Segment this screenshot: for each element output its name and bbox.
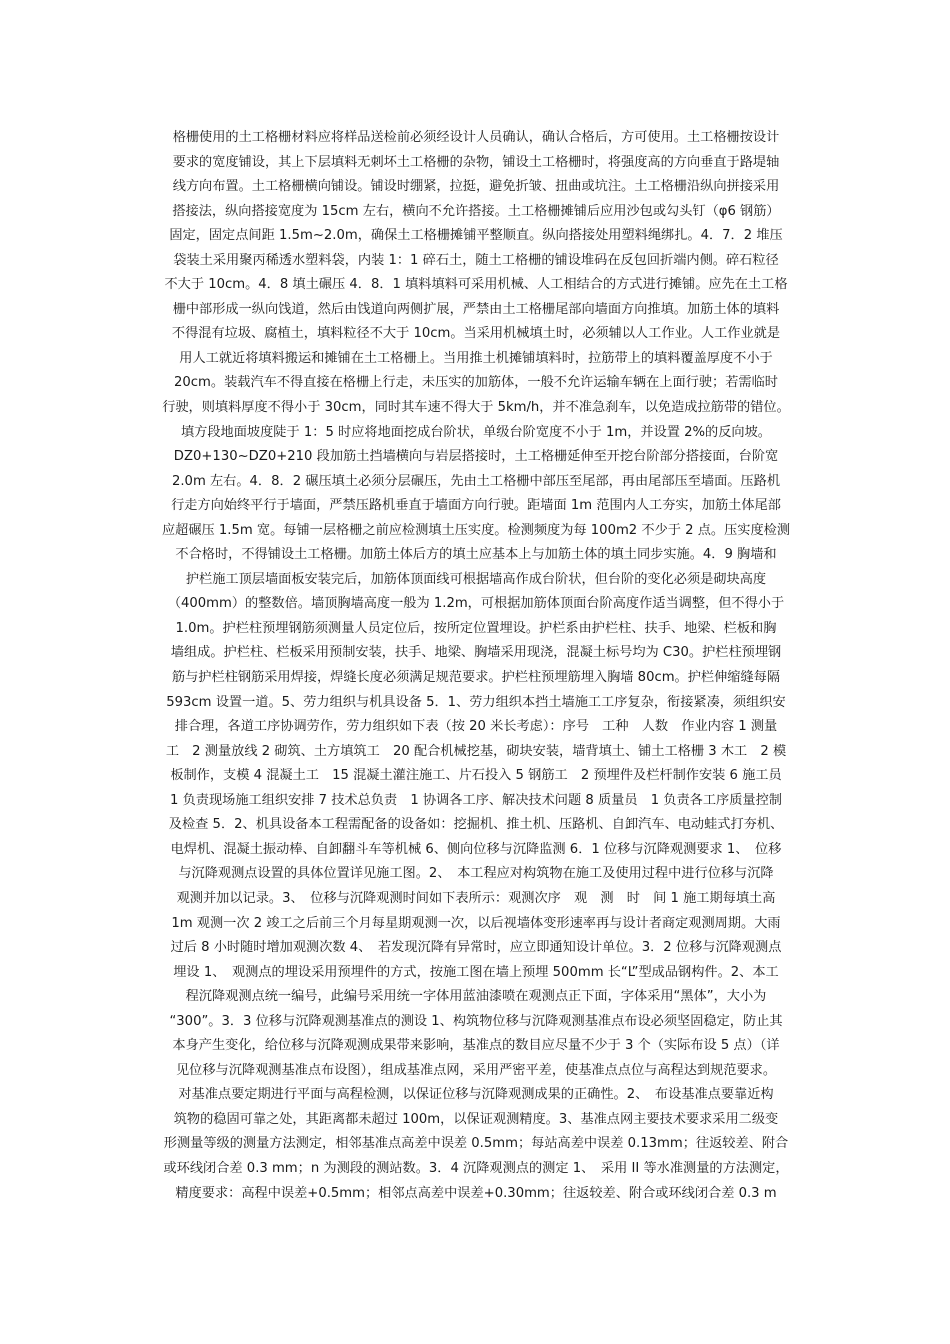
text-line: 2.0m 左右。4．8．2 碾压填土必须分层碾压，先由土工格栅中部压至尾部，再由尾部压至墙面。压路机 (171, 473, 781, 489)
text-line: 线方向布置。土工格栅横向铺设。铺设时绷紧，拉挺，避免折皱、扭曲或坑注。土工格栅沿纵向拼接采用 (172, 179, 780, 195)
text-line: 1 负责现场施工组织安排 7 技术总负责 1 协调各工序、解决技术问题 8 质量员 1 负责各工序质量控制 (170, 792, 782, 808)
text-line: 20cm。装载汽车不得直接在格栅上行走，未压实的加筋体，一般不允许运输车辆在上面行驶；若需临时 (174, 375, 778, 391)
text-line: 墙组成。护栏柱、栏板采用预制安装，扶手、地梁、胸墙采用现浇，混凝土标号均为 C30。护栏柱预埋钢 (170, 645, 782, 661)
text-line: 排合理，各道工序协调劳作，劳力组织如下表（按 20 米长考虑）：序号 工种 人数 作业内容 1 测量 (174, 719, 778, 735)
text-line: 工 2 测量放线 2 砌筑、土方填筑工 20 配合机械挖基，砌块安装，墙背填土、铺土工格栅 3 木工 2 模 (165, 743, 787, 759)
text-line: 用人工就近将填料搬运和摊铺在土工格栅上。当用推土机摊铺填料时，拉筋带上的填料覆盖厚度不小于 (179, 350, 773, 366)
text-line: 行走方向始终平行于墙面，严禁压路机垂直于墙面方向行驶。距墙面 1m 范围内人工夯实，加筋土体尾部 (171, 498, 781, 514)
text-line: 护栏施工顶层墙面板安装完后，加筋体顶面线可根据墙高作成台阶状，但台阶的变化必须是砌块高度 (185, 571, 767, 587)
text-line: 袋装土采用聚丙稀透水塑料袋，内装 1：1 碎石土，随土工格栅的铺设堆码在反包回折端内侧。碎石粒径 (173, 252, 779, 268)
text-line: 见位移与沉降观测基准点布设图），组成基准点网，采用严密平差，使基准点点位与高程达到规范要求。 (175, 1062, 777, 1078)
text-line: 或环线闭合差 0.3 mm；n 为测段的测站数。3．4 沉降观测点的测定 1、 采用 II 等水准测量的方法测定， (163, 1160, 789, 1176)
text-line: 电焊机、混凝土振动棒、自卸翻斗车等机械 6、侧向位移与沉降监测 6．1 位移与沉降观测要求 1、 位移 (170, 841, 782, 857)
text-line: 1.0m。护栏柱预埋钢筋须测量人员定位后，按所定位置埋设。护栏系由护栏柱、扶手、地梁、栏板和胸 (175, 620, 777, 636)
text-line: 填方段地面坡度陡于 1：5 时应将地面挖成台阶状，单级台阶宽度不小于 1m，并设置 2%的反向坡。 (180, 424, 771, 440)
text-line: 程沉降观测点统一编号，此编号采用统一字体用蓝油漆喷在观测点正下面，字体采用“黑体”，大小为 (185, 989, 767, 1005)
text-line: 593cm 设置一道。5、劳力组织与机具设备 5．1、劳力组织本挡土墙施工工序复杂，衔接紧凑，须组织安 (166, 694, 786, 710)
text-line: 及检查 5．2、机具设备本工程需配备的设备如：挖掘机、推土机、压路机、自卸汽车、电动蛙式打夯机、 (168, 817, 784, 833)
text-line: 应超碾压 1.5m 宽。每铺一层格栅之前应检测填土压实度。检测频度为每 100m2 不少于 2 点。压实度检测 (161, 522, 791, 538)
text-line: 精度要求：高程中误差+0.5mm；相邻点高差中误差+0.30mm；往返较差、附合或环线闭合差 0.3 m (175, 1185, 777, 1201)
text-line: （400mm）的整数倍。墙顶胸墙高度一般为 1.2m，可根据加筋体顶面台阶高度作适当调整，但不得小于 (167, 596, 785, 612)
text-line: 观测并加以记录。3、 位移与沉降观测时间如下表所示：观测次序 观 测 时 间 1 施工期每填土高 (176, 890, 776, 906)
text-line: 搭接法，纵向搭接宽度为 15cm 左右，横向不允许搭接。土工格栅摊铺后应用沙包或勾头钉（φ6 钢筋） (172, 203, 780, 219)
text-line: 栅中部形成一纵向饯道，然后由饯道向两侧扩展，严禁由土工格栅尾部向墙面方向推填。加筋土体的填料 (172, 301, 780, 317)
document-body-text (143, 126, 809, 1206)
text-line: 行驶，则填料厚度不得小于 30cm，同时其车速不得大于 5km/h，并不准急刹车，以免造成拉筋带的错位。 (162, 400, 790, 416)
text-line: 不得混有垃圾、腐植土，填料粒径不大于 10cm。当采用机械填土时，必须辅以人工作业。人工作业就是 (171, 326, 781, 342)
text-line: “300”。3．3 位移与沉降观测基准点的测设 1、构筑物位移与沉降观测基准点布设必须坚固稳定，防止其 (169, 1013, 783, 1029)
text-line: 与沉降观测点设置的具体位置详见施工图。2、 本工程应对构筑物在施工及使用过程中进行位移与沉降 (178, 866, 774, 882)
text-line: 本身产生变化，给位移与沉降观测成果带来影响，基准点的数目应尽量不少于 3 个（实际布设 5 点）（详 (172, 1038, 780, 1054)
text-line: 过后 8 小时随时增加观测次数 4、 若发现沉降有异常时，应立即通知设计单位。3．2 位移与沉降观测点 (170, 940, 782, 956)
text-line: 不合格时，不得铺设土工格栅。加筋土体后方的填土应基本上与加筋土体的填土同步实施。4．9 胸墙和 (175, 547, 777, 563)
text-line: 固定，固定点间距 1.5m~2.0m，确保土工格栅摊铺平整顺直。纵向搭接处用塑料绳绑扎。4．7．2 堆压 (169, 228, 783, 244)
text-line: 形测量等级的测量方法测定，相邻基准点高差中误差 0.5mm；每站高差中误差 0.13mm；往返较差、附合 (163, 1136, 789, 1152)
text-line: 格栅使用的土工格栅材料应将样品送检前必须经设计人员确认，确认合格后，方可使用。土工格栅按设计 (172, 130, 780, 145)
text-line: DZ0+130~DZ0+210 段加筋土挡墙横向与岩层搭接时，土工格栅延伸至开挖台阶部分搭接面，台阶宽 (173, 449, 779, 465)
text-line: 不大于 10cm。4．8 填土碾压 4．8．1 填料填料可采用机械、人工相结合的方式进行摊铺。应先在土工格 (164, 277, 788, 293)
text-line: 要求的宽度铺设，其上下层填料无刺坏土工格栅的杂物，铺设土工格栅时，将强度高的方向垂直于路堤轴 (172, 154, 780, 170)
text-line: 筑物的稳固可靠之处，其距离都未超过 100m，以保证观测精度。3、基准点网主要技术要求采用二级变 (173, 1111, 779, 1127)
text-line: 埋设 1、 观测点的埋设采用预埋件的方式，按施工图在墙上预埋 500mm 长“L”型成品钢构件。2、本工 (173, 964, 779, 980)
text-line: 1m 观测一次 2 竣工之后前三个月每星期观测一次，以后视墙体变形速率再与设计者商定观测周期。大雨 (171, 915, 781, 931)
text-line: 对基准点要定期进行平面与高程检测，以保证位移与沉降观测成果的正确性。2、 布设基准点要靠近构 (178, 1087, 774, 1103)
text-line: 筋与护栏柱钢筋采用焊接，焊缝长度必须满足规范要求。护栏柱预埋筋埋入胸墙 80cm。护栏伸缩缝每隔 (171, 670, 781, 686)
text-line: 板制作，支模 4 混凝土工 15 混凝土灌注施工、片石投入 5 钢筋工 2 预埋件及栏杆制作安装 6 施工员 (170, 768, 782, 784)
